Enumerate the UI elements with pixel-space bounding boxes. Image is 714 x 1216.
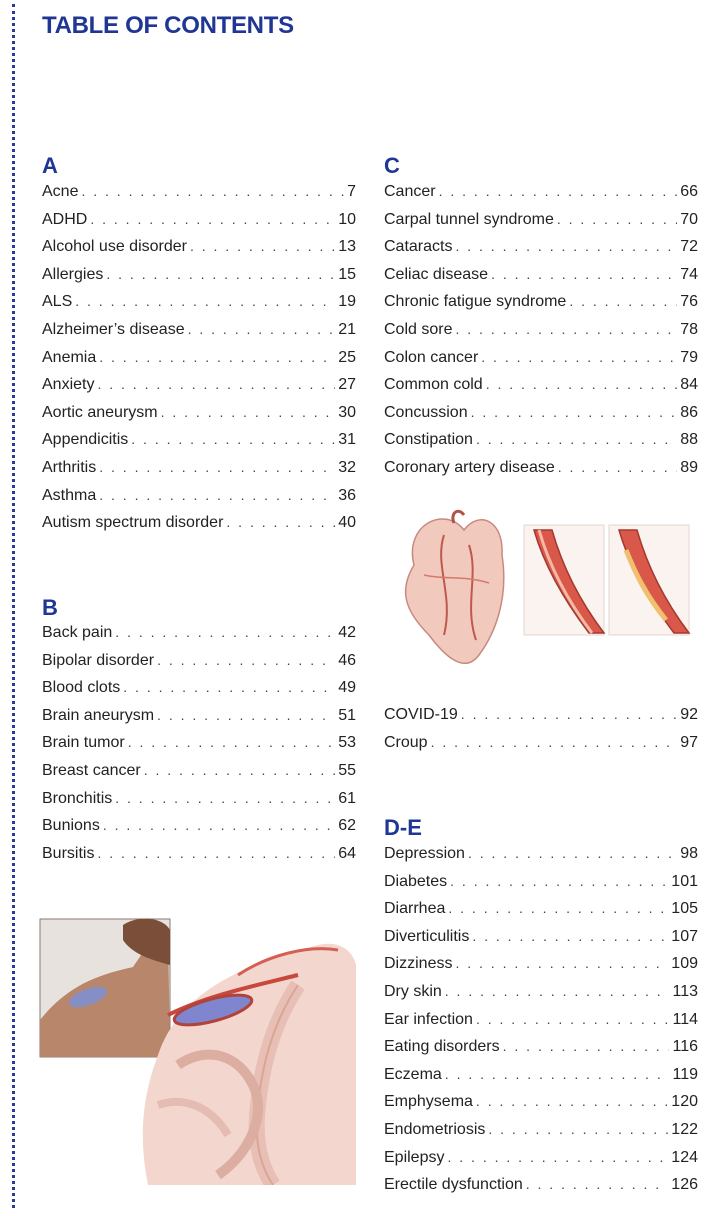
toc-entry-label: Ear infection bbox=[384, 1010, 473, 1028]
dotted-margin-rule bbox=[12, 4, 15, 1208]
toc-entry-page: 114 bbox=[672, 1010, 698, 1028]
toc-entry-label: Croup bbox=[384, 733, 428, 751]
toc-entry[interactable] bbox=[42, 487, 356, 515]
toc-entry[interactable] bbox=[384, 376, 698, 404]
toc-entry[interactable] bbox=[42, 266, 356, 294]
toc-entry-page: 98 bbox=[680, 845, 698, 862]
toc-entry-label: Endometriosis bbox=[384, 1120, 486, 1138]
toc-entry[interactable] bbox=[384, 1149, 698, 1177]
toc-entry-page: 107 bbox=[671, 927, 698, 945]
toc-entry-page: 21 bbox=[338, 320, 356, 338]
toc-entry[interactable] bbox=[42, 845, 356, 873]
dot-leader bbox=[81, 183, 344, 199]
toc-entry[interactable] bbox=[42, 679, 356, 707]
toc-entry[interactable] bbox=[384, 928, 698, 956]
toc-entry[interactable] bbox=[384, 1121, 698, 1149]
toc-entry-label: Colon cancer bbox=[384, 348, 479, 366]
toc-entry-page: 120 bbox=[671, 1093, 698, 1111]
dot-leader bbox=[476, 431, 677, 447]
toc-entry-page: 126 bbox=[671, 1176, 698, 1194]
toc-entry[interactable] bbox=[42, 652, 356, 680]
toc-entry[interactable] bbox=[42, 238, 356, 266]
toc-entry[interactable] bbox=[42, 707, 356, 735]
toc-entry-label: Dry skin bbox=[384, 982, 442, 1000]
toc-entry-label: Appendicitis bbox=[42, 431, 129, 449]
toc-entry-page: 61 bbox=[338, 789, 356, 807]
toc-entry-page: 25 bbox=[338, 348, 356, 366]
toc-entry-label: Cataracts bbox=[384, 238, 453, 256]
toc-entry-page: 36 bbox=[338, 486, 356, 504]
toc-list-c bbox=[384, 183, 698, 487]
dot-leader bbox=[90, 211, 335, 227]
toc-entry-page: 13 bbox=[338, 238, 356, 256]
toc-entry-page: 124 bbox=[671, 1148, 698, 1166]
toc-entry-page: 19 bbox=[338, 293, 356, 311]
toc-entry-page: 89 bbox=[680, 458, 698, 476]
toc-entry[interactable] bbox=[384, 266, 698, 294]
toc-entry-label: Cancer bbox=[384, 183, 436, 200]
heart-artery-illustration bbox=[384, 505, 698, 685]
toc-entry-page: 76 bbox=[680, 293, 698, 311]
toc-entry[interactable] bbox=[384, 873, 698, 901]
toc-entry-label: ADHD bbox=[42, 210, 88, 228]
toc-entry[interactable] bbox=[42, 404, 356, 432]
toc-entry[interactable] bbox=[384, 1066, 698, 1094]
toc-entry-label: Alcohol use disorder bbox=[42, 238, 187, 256]
toc-entry[interactable] bbox=[384, 1011, 698, 1039]
toc-entry-page: 32 bbox=[338, 458, 356, 476]
toc-entry-page: 46 bbox=[338, 651, 356, 669]
toc-entry[interactable] bbox=[42, 624, 356, 652]
toc-entry-label: Diarrhea bbox=[384, 900, 446, 918]
toc-entry-label: Brain aneurysm bbox=[42, 706, 155, 724]
toc-entry-page: 40 bbox=[338, 514, 356, 532]
toc-entry-label: Blood clots bbox=[42, 679, 121, 697]
toc-entry[interactable] bbox=[384, 211, 698, 239]
dot-leader bbox=[447, 1149, 668, 1165]
toc-entry-label: Asthma bbox=[42, 486, 97, 504]
toc-entry-label: COVID-19 bbox=[384, 706, 458, 723]
toc-list-d-e bbox=[384, 845, 698, 1204]
toc-entry-label: Common cold bbox=[384, 376, 483, 394]
toc-entry-page: 66 bbox=[680, 183, 698, 200]
dot-leader bbox=[131, 431, 335, 447]
toc-entry-page: 53 bbox=[338, 734, 356, 752]
toc-entry-label: Eating disorders bbox=[384, 1038, 500, 1056]
toc-entry-label: Breast cancer bbox=[42, 761, 141, 779]
toc-entry[interactable] bbox=[384, 845, 698, 873]
dot-leader bbox=[226, 514, 335, 530]
toc-entry[interactable] bbox=[384, 183, 698, 211]
dot-leader bbox=[128, 734, 336, 750]
toc-entry[interactable] bbox=[384, 238, 698, 266]
toc-entry[interactable] bbox=[384, 955, 698, 983]
toc-entry-label: Coronary artery disease bbox=[384, 458, 555, 476]
toc-entry[interactable] bbox=[42, 762, 356, 790]
toc-entry-label: Bronchitis bbox=[42, 789, 113, 807]
toc-entry-label: Eczema bbox=[384, 1065, 442, 1083]
toc-entry-page: 51 bbox=[338, 706, 356, 724]
dot-leader bbox=[106, 266, 335, 282]
toc-entry-page: 86 bbox=[680, 403, 698, 421]
toc-entry[interactable] bbox=[384, 459, 698, 487]
toc-entry-page: 72 bbox=[680, 238, 698, 256]
toc-entry-page: 79 bbox=[680, 348, 698, 366]
toc-list-a bbox=[42, 183, 356, 542]
toc-entry-label: Celiac disease bbox=[384, 265, 489, 283]
toc-entry-label: Brain tumor bbox=[42, 734, 125, 752]
toc-entry[interactable] bbox=[384, 734, 698, 762]
toc-entry[interactable] bbox=[42, 431, 356, 459]
dot-leader bbox=[103, 817, 335, 833]
toc-entry[interactable] bbox=[384, 983, 698, 1011]
dot-leader bbox=[488, 1121, 668, 1137]
toc-entry-page: 88 bbox=[680, 431, 698, 449]
dot-leader bbox=[188, 321, 336, 337]
dot-leader bbox=[161, 404, 336, 420]
dot-leader bbox=[445, 1066, 670, 1082]
dot-leader bbox=[455, 955, 668, 971]
toc-entry-label: Emphysema bbox=[384, 1093, 473, 1111]
toc-entry-label: Erectile dysfunction bbox=[384, 1176, 523, 1194]
section-heading-a: A bbox=[42, 153, 58, 178]
toc-entry-label: Concussion bbox=[384, 403, 468, 421]
section-heading-b: B bbox=[42, 595, 58, 620]
toc-entry-page: 97 bbox=[680, 733, 698, 751]
toc-entry-label: Aortic aneurysm bbox=[42, 403, 158, 421]
section-heading-c: C bbox=[384, 153, 400, 178]
toc-entry-page: 7 bbox=[347, 183, 356, 200]
toc-entry[interactable] bbox=[42, 790, 356, 818]
dot-leader bbox=[431, 734, 678, 750]
toc-entry-page: 119 bbox=[672, 1065, 698, 1083]
dot-leader bbox=[472, 928, 668, 944]
dot-leader bbox=[115, 624, 335, 640]
toc-entry-label: Bipolar disorder bbox=[42, 651, 155, 669]
toc-entry-page: 62 bbox=[338, 817, 356, 835]
dot-leader bbox=[569, 293, 677, 309]
toc-entry-page: 105 bbox=[671, 900, 698, 918]
toc-entry[interactable] bbox=[384, 293, 698, 321]
toc-entry-page: 113 bbox=[672, 982, 698, 1000]
toc-entry-label: Autism spectrum disorder bbox=[42, 514, 224, 532]
toc-entry-page: 70 bbox=[680, 210, 698, 228]
dot-leader bbox=[99, 349, 335, 365]
dot-leader bbox=[144, 762, 335, 778]
toc-entry[interactable] bbox=[384, 900, 698, 928]
toc-entry[interactable] bbox=[42, 376, 356, 404]
toc-entry[interactable] bbox=[384, 321, 698, 349]
toc-entry[interactable] bbox=[42, 459, 356, 487]
dot-leader bbox=[455, 238, 677, 254]
toc-entry[interactable] bbox=[384, 1038, 698, 1066]
dot-leader bbox=[99, 487, 335, 503]
toc-entry[interactable] bbox=[384, 404, 698, 432]
shoulder-bursitis-illustration bbox=[38, 905, 356, 1185]
toc-entry-page: 101 bbox=[671, 872, 698, 890]
toc-entry-label: Anemia bbox=[42, 348, 97, 366]
dot-leader bbox=[476, 1093, 668, 1109]
toc-entry-page: 78 bbox=[680, 320, 698, 338]
dot-leader bbox=[486, 376, 678, 392]
toc-entry-page: 64 bbox=[338, 844, 356, 862]
dot-leader bbox=[439, 183, 678, 199]
dot-leader bbox=[558, 459, 677, 475]
dot-leader bbox=[526, 1176, 669, 1192]
dot-leader bbox=[455, 321, 677, 337]
toc-entry[interactable] bbox=[384, 1093, 698, 1121]
dot-leader bbox=[481, 349, 677, 365]
toc-entry-page: 31 bbox=[338, 431, 356, 449]
dot-leader bbox=[450, 873, 668, 889]
dot-leader bbox=[157, 707, 335, 723]
dot-leader bbox=[557, 211, 677, 227]
toc-entry-page: 122 bbox=[671, 1120, 698, 1138]
toc-entry-page: 10 bbox=[338, 210, 356, 228]
page-title: TABLE OF CONTENTS bbox=[42, 12, 294, 39]
dot-leader bbox=[115, 790, 335, 806]
toc-entry[interactable] bbox=[42, 817, 356, 845]
toc-entry[interactable] bbox=[42, 293, 356, 321]
toc-entry[interactable] bbox=[42, 321, 356, 349]
dot-leader bbox=[476, 1011, 670, 1027]
toc-entry-label: Bunions bbox=[42, 817, 100, 835]
toc-entry[interactable] bbox=[42, 514, 356, 542]
toc-entry-page: 49 bbox=[338, 679, 356, 697]
toc-entry-label: Anxiety bbox=[42, 376, 95, 394]
section-heading-d-e: D-E bbox=[384, 815, 422, 840]
toc-entry-page: 116 bbox=[672, 1038, 698, 1056]
toc-entry-label: Diabetes bbox=[384, 872, 448, 890]
toc-entry[interactable] bbox=[42, 734, 356, 762]
toc-entry-label: Back pain bbox=[42, 624, 113, 641]
toc-entry-page: 42 bbox=[338, 624, 356, 641]
dot-leader bbox=[99, 459, 335, 475]
toc-entry-label: Cold sore bbox=[384, 320, 453, 338]
toc-entry[interactable] bbox=[42, 183, 356, 211]
toc-entry-page: 27 bbox=[338, 376, 356, 394]
toc-entry-label: Chronic fatigue syndrome bbox=[384, 293, 567, 311]
toc-list-b bbox=[42, 624, 356, 872]
toc-entry-page: 15 bbox=[338, 265, 356, 283]
dot-leader bbox=[445, 983, 670, 999]
dot-leader bbox=[97, 376, 335, 392]
dot-leader bbox=[503, 1038, 670, 1054]
dot-leader bbox=[448, 900, 668, 916]
toc-entry-label: Bursitis bbox=[42, 844, 95, 862]
toc-entry-label: Diverticulitis bbox=[384, 927, 470, 945]
dot-leader bbox=[97, 845, 335, 861]
toc-entry-label: Arthritis bbox=[42, 458, 97, 476]
toc-entry[interactable] bbox=[384, 431, 698, 459]
toc-entry-page: 109 bbox=[671, 955, 698, 973]
toc-entry-label: Allergies bbox=[42, 265, 104, 283]
toc-entry-label: Constipation bbox=[384, 431, 473, 449]
dot-leader bbox=[190, 238, 335, 254]
toc-entry[interactable] bbox=[42, 211, 356, 239]
dot-leader bbox=[461, 706, 677, 722]
toc-entry[interactable] bbox=[384, 706, 698, 734]
toc-entry-page: 84 bbox=[680, 376, 698, 394]
dot-leader bbox=[75, 293, 335, 309]
dot-leader bbox=[491, 266, 677, 282]
toc-entry-label: Dizziness bbox=[384, 955, 453, 973]
dot-leader bbox=[471, 404, 678, 420]
dot-leader bbox=[157, 652, 335, 668]
toc-entry-page: 30 bbox=[338, 403, 356, 421]
toc-entry-label: Depression bbox=[384, 845, 465, 862]
toc-entry-label: Alzheimer’s disease bbox=[42, 320, 185, 338]
toc-entry-label: Carpal tunnel syndrome bbox=[384, 210, 554, 228]
toc-entry-label: ALS bbox=[42, 293, 73, 311]
toc-list-c-more bbox=[384, 706, 698, 761]
toc-entry-page: 92 bbox=[680, 706, 698, 723]
toc-entry[interactable] bbox=[42, 349, 356, 377]
toc-entry-page: 74 bbox=[680, 265, 698, 283]
toc-entry-page: 55 bbox=[338, 761, 356, 779]
dot-leader bbox=[123, 679, 335, 695]
toc-entry[interactable] bbox=[384, 349, 698, 377]
toc-entry-label: Acne bbox=[42, 183, 79, 200]
toc-entry[interactable] bbox=[384, 1176, 698, 1204]
dot-leader bbox=[468, 845, 677, 861]
toc-entry-label: Epilepsy bbox=[384, 1148, 445, 1166]
